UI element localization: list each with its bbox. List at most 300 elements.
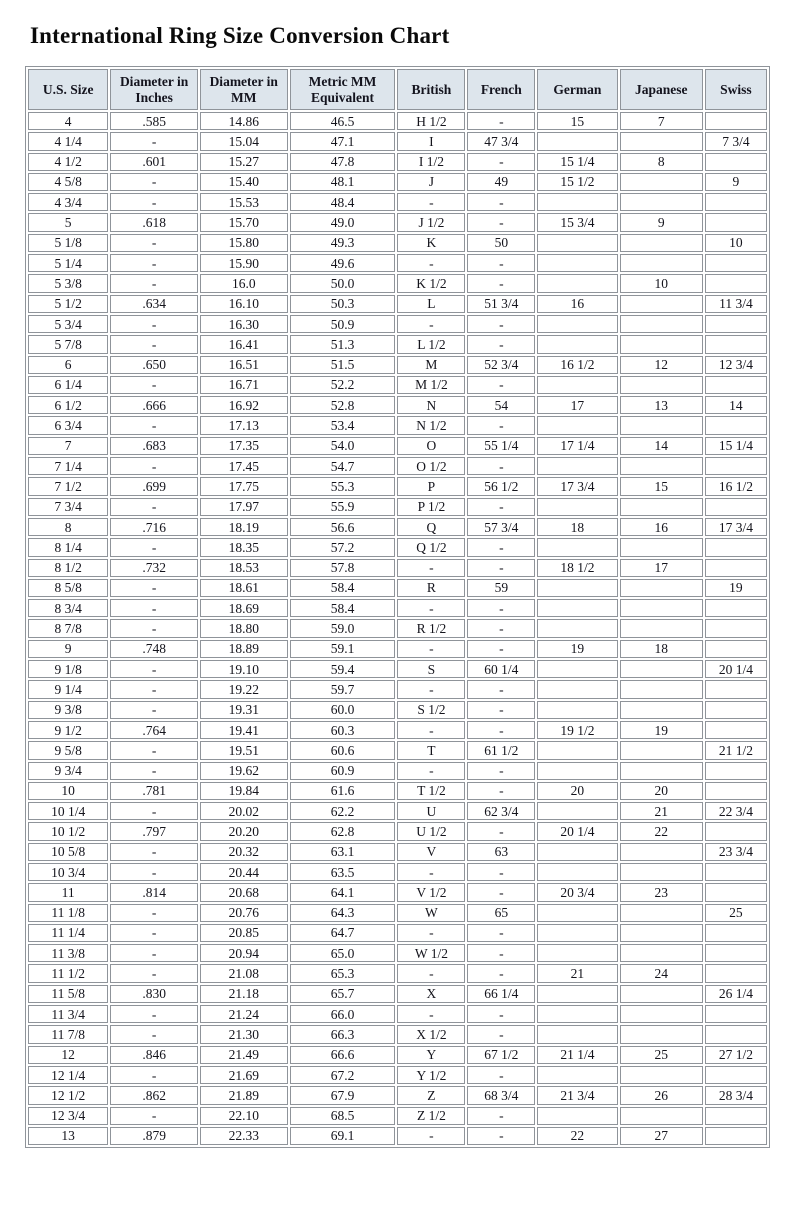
table-cell: [537, 193, 617, 211]
table-cell: -: [467, 315, 535, 333]
table-cell: 16 1/2: [537, 356, 617, 374]
table-cell: 50: [467, 234, 535, 252]
table-cell: N 1/2: [397, 416, 465, 434]
table-cell: .699: [110, 477, 198, 495]
table-cell: 10 5/8: [28, 843, 108, 861]
table-row: [28, 782, 767, 800]
table-cell: -: [110, 579, 198, 597]
table-cell: 8: [620, 153, 703, 171]
table-row: [28, 295, 767, 313]
table-cell: 25: [620, 1046, 703, 1064]
table-cell: J: [397, 173, 465, 191]
table-cell: [537, 132, 617, 150]
table-cell: 22: [620, 822, 703, 840]
table-cell: 21 1/2: [705, 741, 767, 759]
table-cell: 24: [620, 964, 703, 982]
table-cell: [620, 457, 703, 475]
table-cell: [620, 538, 703, 556]
table-cell: 22 3/4: [705, 802, 767, 820]
table-cell: 17: [620, 559, 703, 577]
table-row: [28, 173, 767, 191]
table-cell: 59.7: [290, 680, 396, 698]
table-cell: [705, 1066, 767, 1084]
table-cell: [705, 274, 767, 292]
table-cell: 61.6: [290, 782, 396, 800]
table-cell: 21.08: [200, 964, 288, 982]
table-row: [28, 721, 767, 739]
table-cell: [537, 660, 617, 678]
table-cell: 9 1/4: [28, 680, 108, 698]
table-row: [28, 335, 767, 353]
table-cell: U: [397, 802, 465, 820]
table-cell: -: [467, 619, 535, 637]
table-cell: 9 1/8: [28, 660, 108, 678]
table-cell: -: [110, 1005, 198, 1023]
table-cell: O: [397, 437, 465, 455]
table-cell: 11 1/8: [28, 904, 108, 922]
table-cell: -: [397, 193, 465, 211]
table-row: [28, 985, 767, 1003]
table-cell: -: [467, 863, 535, 881]
table-row: [28, 660, 767, 678]
table-cell: -: [110, 254, 198, 272]
table-cell: 18.61: [200, 579, 288, 597]
table-cell: [620, 904, 703, 922]
table-cell: -: [467, 964, 535, 982]
table-cell: 51.5: [290, 356, 396, 374]
table-cell: 12 3/4: [705, 356, 767, 374]
table-cell: [705, 1005, 767, 1023]
table-cell: [537, 741, 617, 759]
column-header: British: [397, 69, 465, 110]
table-cell: 8: [28, 518, 108, 536]
table-cell: [620, 416, 703, 434]
table-cell: [537, 904, 617, 922]
table-cell: 19 1/2: [537, 721, 617, 739]
table-cell: -: [467, 193, 535, 211]
table-row: [28, 924, 767, 942]
table-cell: [537, 762, 617, 780]
table-cell: -: [110, 741, 198, 759]
table-cell: -: [110, 701, 198, 719]
table-cell: [620, 1005, 703, 1023]
table-row: [28, 1005, 767, 1023]
table-cell: 8 1/4: [28, 538, 108, 556]
table-cell: 49.0: [290, 213, 396, 231]
table-cell: 47 3/4: [467, 132, 535, 150]
table-cell: 66.6: [290, 1046, 396, 1064]
table-cell: [537, 538, 617, 556]
table-cell: -: [110, 315, 198, 333]
table-cell: [537, 701, 617, 719]
table-cell: 11 1/4: [28, 924, 108, 942]
table-cell: [705, 964, 767, 982]
table-cell: [620, 985, 703, 1003]
table-cell: 49.3: [290, 234, 396, 252]
table-cell: 21.18: [200, 985, 288, 1003]
table-cell: [705, 457, 767, 475]
table-cell: 15.27: [200, 153, 288, 171]
table-cell: -: [397, 762, 465, 780]
table-cell: -: [397, 863, 465, 881]
table-cell: 5 3/4: [28, 315, 108, 333]
table-cell: [620, 1066, 703, 1084]
table-cell: 60.3: [290, 721, 396, 739]
table-cell: .846: [110, 1046, 198, 1064]
table-cell: -: [467, 1066, 535, 1084]
table-cell: 22: [537, 1127, 617, 1145]
table-cell: 12 3/4: [28, 1107, 108, 1125]
table-cell: 20.02: [200, 802, 288, 820]
table-cell: 25: [705, 904, 767, 922]
column-header: Japanese: [620, 69, 703, 110]
table-row: [28, 1046, 767, 1064]
table-cell: 16: [537, 295, 617, 313]
table-cell: 16.10: [200, 295, 288, 313]
table-cell: U 1/2: [397, 822, 465, 840]
table-cell: 23 3/4: [705, 843, 767, 861]
table-cell: 15: [537, 112, 617, 130]
table-cell: 28 3/4: [705, 1086, 767, 1104]
table-cell: [620, 863, 703, 881]
table-cell: -: [467, 944, 535, 962]
table-cell: -: [467, 498, 535, 516]
table-cell: 49: [467, 173, 535, 191]
table-cell: .601: [110, 153, 198, 171]
table-cell: -: [397, 254, 465, 272]
table-cell: -: [110, 680, 198, 698]
table-cell: [620, 741, 703, 759]
table-cell: -: [467, 254, 535, 272]
table-cell: [537, 843, 617, 861]
table-row: [28, 518, 767, 536]
table-cell: 27: [620, 1127, 703, 1145]
column-header: German: [537, 69, 617, 110]
table-cell: 18: [620, 640, 703, 658]
table-cell: 4 5/8: [28, 173, 108, 191]
table-cell: 48.4: [290, 193, 396, 211]
table-cell: [620, 234, 703, 252]
table-cell: 13: [28, 1127, 108, 1145]
table-cell: 15.53: [200, 193, 288, 211]
table-cell: [537, 924, 617, 942]
table-cell: 20: [620, 782, 703, 800]
table-row: [28, 356, 767, 374]
table-row: [28, 964, 767, 982]
table-cell: 7 1/2: [28, 477, 108, 495]
table-cell: [705, 619, 767, 637]
table-cell: -: [110, 660, 198, 678]
table-cell: 18.69: [200, 599, 288, 617]
table-cell: 4: [28, 112, 108, 130]
table-row: [28, 640, 767, 658]
table-cell: 10: [620, 274, 703, 292]
table-cell: 18.89: [200, 640, 288, 658]
table-cell: T 1/2: [397, 782, 465, 800]
table-cell: 51 3/4: [467, 295, 535, 313]
table-cell: 11 3/4: [28, 1005, 108, 1023]
table-row: [28, 701, 767, 719]
table-cell: -: [110, 863, 198, 881]
table-cell: -: [467, 457, 535, 475]
table-cell: 11 1/2: [28, 964, 108, 982]
table-cell: 16.51: [200, 356, 288, 374]
table-cell: 59.4: [290, 660, 396, 678]
table-cell: -: [110, 599, 198, 617]
table-cell: 20 1/4: [705, 660, 767, 678]
table-cell: P: [397, 477, 465, 495]
table-cell: [620, 1025, 703, 1043]
table-header: [28, 69, 767, 110]
table-cell: -: [397, 1005, 465, 1023]
table-cell: Q 1/2: [397, 538, 465, 556]
table-cell: 5: [28, 213, 108, 231]
table-cell: 56.6: [290, 518, 396, 536]
table-cell: 10: [28, 782, 108, 800]
table-cell: -: [110, 335, 198, 353]
table-row: [28, 538, 767, 556]
table-row: [28, 904, 767, 922]
table-cell: 19: [620, 721, 703, 739]
table-cell: 5 1/2: [28, 295, 108, 313]
table-cell: -: [110, 904, 198, 922]
table-cell: 27 1/2: [705, 1046, 767, 1064]
table-cell: J 1/2: [397, 213, 465, 231]
table-cell: M: [397, 356, 465, 374]
table-row: [28, 559, 767, 577]
table-cell: [620, 680, 703, 698]
table-cell: -: [110, 1066, 198, 1084]
table-cell: [705, 416, 767, 434]
table-cell: 17.35: [200, 437, 288, 455]
table-cell: 14: [705, 396, 767, 414]
table-cell: 10 1/2: [28, 822, 108, 840]
table-cell: [620, 619, 703, 637]
table-cell: 19.41: [200, 721, 288, 739]
table-cell: 9 5/8: [28, 741, 108, 759]
table-cell: -: [110, 132, 198, 150]
table-cell: 6 3/4: [28, 416, 108, 434]
table-cell: [620, 599, 703, 617]
table-cell: 55 1/4: [467, 437, 535, 455]
table-cell: 59: [467, 579, 535, 597]
table-cell: -: [110, 193, 198, 211]
table-cell: 58.4: [290, 599, 396, 617]
table-cell: 67 1/2: [467, 1046, 535, 1064]
table-cell: [705, 782, 767, 800]
table-cell: 22.10: [200, 1107, 288, 1125]
table-cell: [537, 498, 617, 516]
table-cell: 50.9: [290, 315, 396, 333]
table-cell: [705, 1127, 767, 1145]
table-cell: Z: [397, 1086, 465, 1104]
table-cell: 19.22: [200, 680, 288, 698]
table-row: [28, 762, 767, 780]
table-cell: [537, 335, 617, 353]
table-cell: [705, 498, 767, 516]
table-cell: 20.85: [200, 924, 288, 942]
table-cell: 15.04: [200, 132, 288, 150]
table-row: [28, 883, 767, 901]
table-cell: [705, 193, 767, 211]
table-cell: 12: [620, 356, 703, 374]
table-cell: L 1/2: [397, 335, 465, 353]
table-cell: 58.4: [290, 579, 396, 597]
table-cell: -: [467, 883, 535, 901]
table-row: [28, 599, 767, 617]
table-cell: 17: [537, 396, 617, 414]
table-row: [28, 457, 767, 475]
table-cell: -: [397, 599, 465, 617]
table-cell: 20.32: [200, 843, 288, 861]
table-cell: [705, 1025, 767, 1043]
table-cell: O 1/2: [397, 457, 465, 475]
table-cell: 19.62: [200, 762, 288, 780]
table-row: [28, 680, 767, 698]
table-cell: -: [467, 701, 535, 719]
table-cell: -: [467, 112, 535, 130]
table-row: [28, 234, 767, 252]
column-header: Diameter in MM: [200, 69, 288, 110]
table-cell: 19.31: [200, 701, 288, 719]
ring-size-conversion-table: [25, 66, 770, 1148]
table-cell: 64.1: [290, 883, 396, 901]
table-cell: -: [397, 1127, 465, 1145]
table-row: [28, 822, 767, 840]
table-cell: 17.97: [200, 498, 288, 516]
table-cell: 4 1/2: [28, 153, 108, 171]
table-cell: [537, 254, 617, 272]
table-cell: 20 1/4: [537, 822, 617, 840]
table-cell: [705, 213, 767, 231]
table-cell: 16.71: [200, 376, 288, 394]
table-cell: 10 3/4: [28, 863, 108, 881]
table-cell: 65.0: [290, 944, 396, 962]
header-row: [28, 69, 767, 110]
column-header: Metric MM Equivalent: [290, 69, 396, 110]
table-cell: V: [397, 843, 465, 861]
table-cell: 5 1/8: [28, 234, 108, 252]
table-cell: -: [110, 924, 198, 942]
table-cell: 22.33: [200, 1127, 288, 1145]
table-cell: [537, 274, 617, 292]
table-cell: 60 1/4: [467, 660, 535, 678]
table-cell: [705, 701, 767, 719]
table-cell: 6: [28, 356, 108, 374]
table-cell: 20 3/4: [537, 883, 617, 901]
table-cell: 16.41: [200, 335, 288, 353]
table-cell: 18.35: [200, 538, 288, 556]
column-header: French: [467, 69, 535, 110]
table-cell: [620, 132, 703, 150]
table-cell: 18.19: [200, 518, 288, 536]
table-cell: S: [397, 660, 465, 678]
table-row: [28, 315, 767, 333]
table-cell: 8 7/8: [28, 619, 108, 637]
table-cell: 62.8: [290, 822, 396, 840]
table-cell: W 1/2: [397, 944, 465, 962]
table-cell: [705, 680, 767, 698]
table-cell: -: [110, 274, 198, 292]
table-cell: 11 3/4: [705, 295, 767, 313]
table-cell: -: [110, 376, 198, 394]
table-cell: [620, 315, 703, 333]
table-cell: 63: [467, 843, 535, 861]
table-cell: [537, 1066, 617, 1084]
table-cell: 50.0: [290, 274, 396, 292]
table-cell: -: [110, 1107, 198, 1125]
table-cell: [705, 762, 767, 780]
table-cell: [705, 335, 767, 353]
table-cell: T: [397, 741, 465, 759]
table-cell: 65.7: [290, 985, 396, 1003]
table-cell: -: [467, 376, 535, 394]
table-cell: 19: [537, 640, 617, 658]
table-cell: -: [467, 1005, 535, 1023]
table-cell: 19.51: [200, 741, 288, 759]
table-cell: [537, 985, 617, 1003]
table-cell: -: [110, 762, 198, 780]
table-cell: 68 3/4: [467, 1086, 535, 1104]
table-cell: 15 1/4: [537, 153, 617, 171]
table-cell: [537, 944, 617, 962]
table-cell: X 1/2: [397, 1025, 465, 1043]
table-cell: 17 3/4: [537, 477, 617, 495]
table-cell: .862: [110, 1086, 198, 1104]
table-cell: -: [467, 1107, 535, 1125]
table-cell: X: [397, 985, 465, 1003]
table-cell: [705, 315, 767, 333]
table-cell: .650: [110, 356, 198, 374]
table-row: [28, 1107, 767, 1125]
table-cell: -: [110, 234, 198, 252]
table-cell: -: [467, 721, 535, 739]
table-cell: -: [110, 1025, 198, 1043]
table-cell: 18.80: [200, 619, 288, 637]
table-cell: -: [110, 538, 198, 556]
table-cell: I: [397, 132, 465, 150]
table-cell: -: [467, 213, 535, 231]
table-cell: 9 3/8: [28, 701, 108, 719]
table-cell: [705, 538, 767, 556]
table-cell: 17.13: [200, 416, 288, 434]
table-cell: V 1/2: [397, 883, 465, 901]
table-cell: 60.0: [290, 701, 396, 719]
table-cell: 13: [620, 396, 703, 414]
table-cell: 64.7: [290, 924, 396, 942]
table-cell: 20: [537, 782, 617, 800]
table-cell: 55.9: [290, 498, 396, 516]
table-cell: [620, 579, 703, 597]
table-cell: [620, 173, 703, 191]
table-row: [28, 274, 767, 292]
table-cell: .666: [110, 396, 198, 414]
table-cell: 6 1/2: [28, 396, 108, 414]
table-cell: 19.10: [200, 660, 288, 678]
table-row: [28, 477, 767, 495]
table-cell: 14.86: [200, 112, 288, 130]
table-cell: N: [397, 396, 465, 414]
table-cell: 62 3/4: [467, 802, 535, 820]
table-cell: R: [397, 579, 465, 597]
table-cell: 12 1/4: [28, 1066, 108, 1084]
table-cell: .732: [110, 559, 198, 577]
table-cell: 4 1/4: [28, 132, 108, 150]
table-cell: 59.0: [290, 619, 396, 637]
table-cell: -: [467, 924, 535, 942]
table-cell: 21.89: [200, 1086, 288, 1104]
table-cell: 54.0: [290, 437, 396, 455]
